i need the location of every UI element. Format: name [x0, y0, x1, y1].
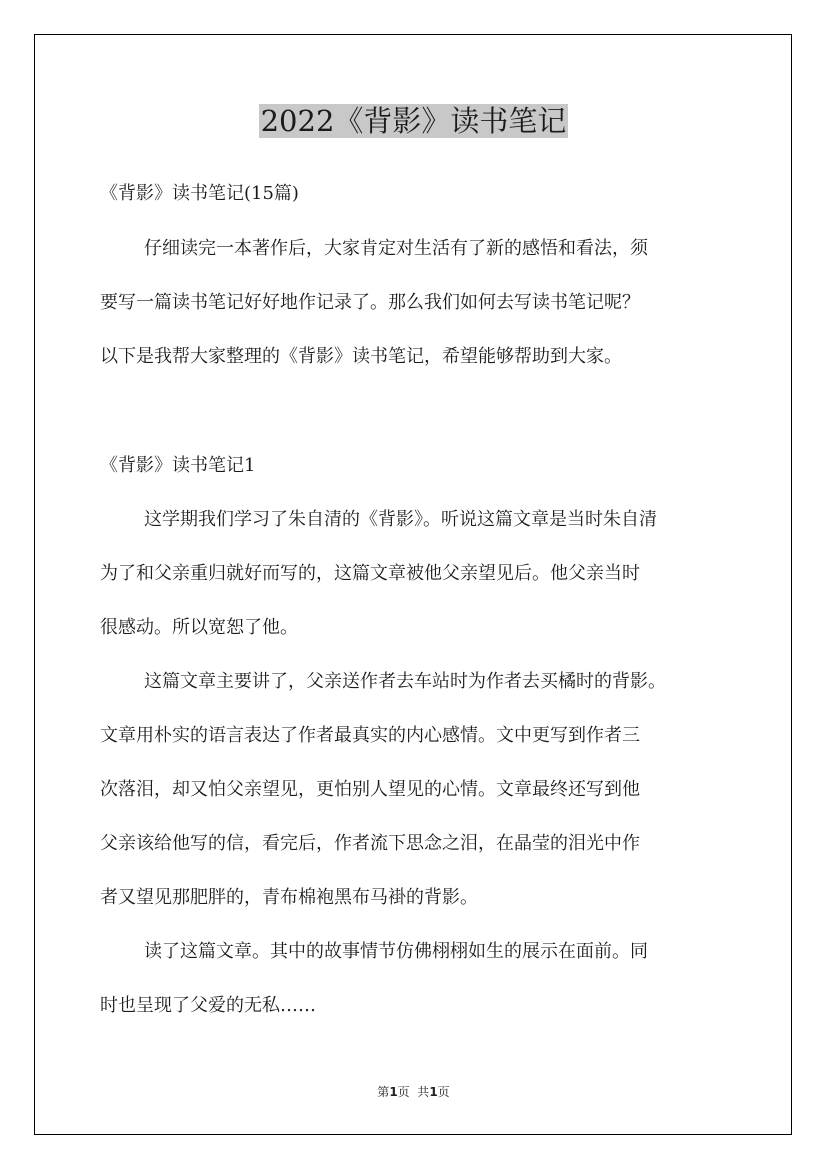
- section-heading: 《背影》读书笔记1: [100, 455, 256, 476]
- footer-page-total: 1: [429, 1085, 438, 1099]
- para1-line-1: 这学期我们学习了朱自清的《背影》。听说这篇文章是当时朱自清: [144, 509, 657, 530]
- document-subtitle: 《背影》读书笔记(15篇): [100, 183, 299, 204]
- para3-line-1: 读了这篇文章。其中的故事情节仿佛栩栩如生的展示在面前。同: [144, 941, 648, 962]
- para2-line-3: 次落泪，却又怕父亲望见，更怕别人望见的心情。文章最终还写到他: [100, 779, 640, 800]
- intro-line-2: 要写一篇读书笔记好好地作记录了。那么我们如何去写读书笔记呢？: [100, 292, 640, 313]
- document-title-text: 2022《背影》读书笔记: [260, 104, 567, 138]
- para1-line-3: 很感动。所以宽恕了他。: [100, 617, 298, 638]
- para2-line-4: 父亲该给他写的信，看完后，作者流下思念之泪，在晶莹的泪光中作: [100, 833, 640, 854]
- para2-line-5: 者又望见那肥胖的，青布棉袍黑布马褂的背影。: [100, 887, 478, 908]
- document-title: [0, 100, 827, 142]
- para2-line-2: 文章用朴实的语言表达了作者最真实的内心感情。文中更写到作者三: [100, 725, 640, 746]
- page-footer: [0, 1084, 827, 1100]
- intro-line-1: 仔细读完一本著作后，大家肯定对生活有了新的感悟和看法，须: [144, 238, 648, 259]
- para3-line-2: 时也呈现了父爱的无私……: [100, 995, 316, 1016]
- footer-page-suffix: 页: [437, 1085, 450, 1099]
- para2-line-1: 这篇文章主要讲了，父亲送作者去车站时为作者去买橘时的背影。: [144, 671, 666, 692]
- para1-line-2: 为了和父亲重归就好而写的，这篇文章被他父亲望见后。他父亲当时: [100, 563, 640, 584]
- footer-page-mid: 页 共: [397, 1085, 430, 1099]
- intro-line-3: 以下是我帮大家整理的《背影》读书笔记，希望能够帮助到大家。: [100, 346, 622, 367]
- footer-page-prefix: 第: [377, 1085, 390, 1099]
- footer-page-number: 1: [389, 1085, 398, 1099]
